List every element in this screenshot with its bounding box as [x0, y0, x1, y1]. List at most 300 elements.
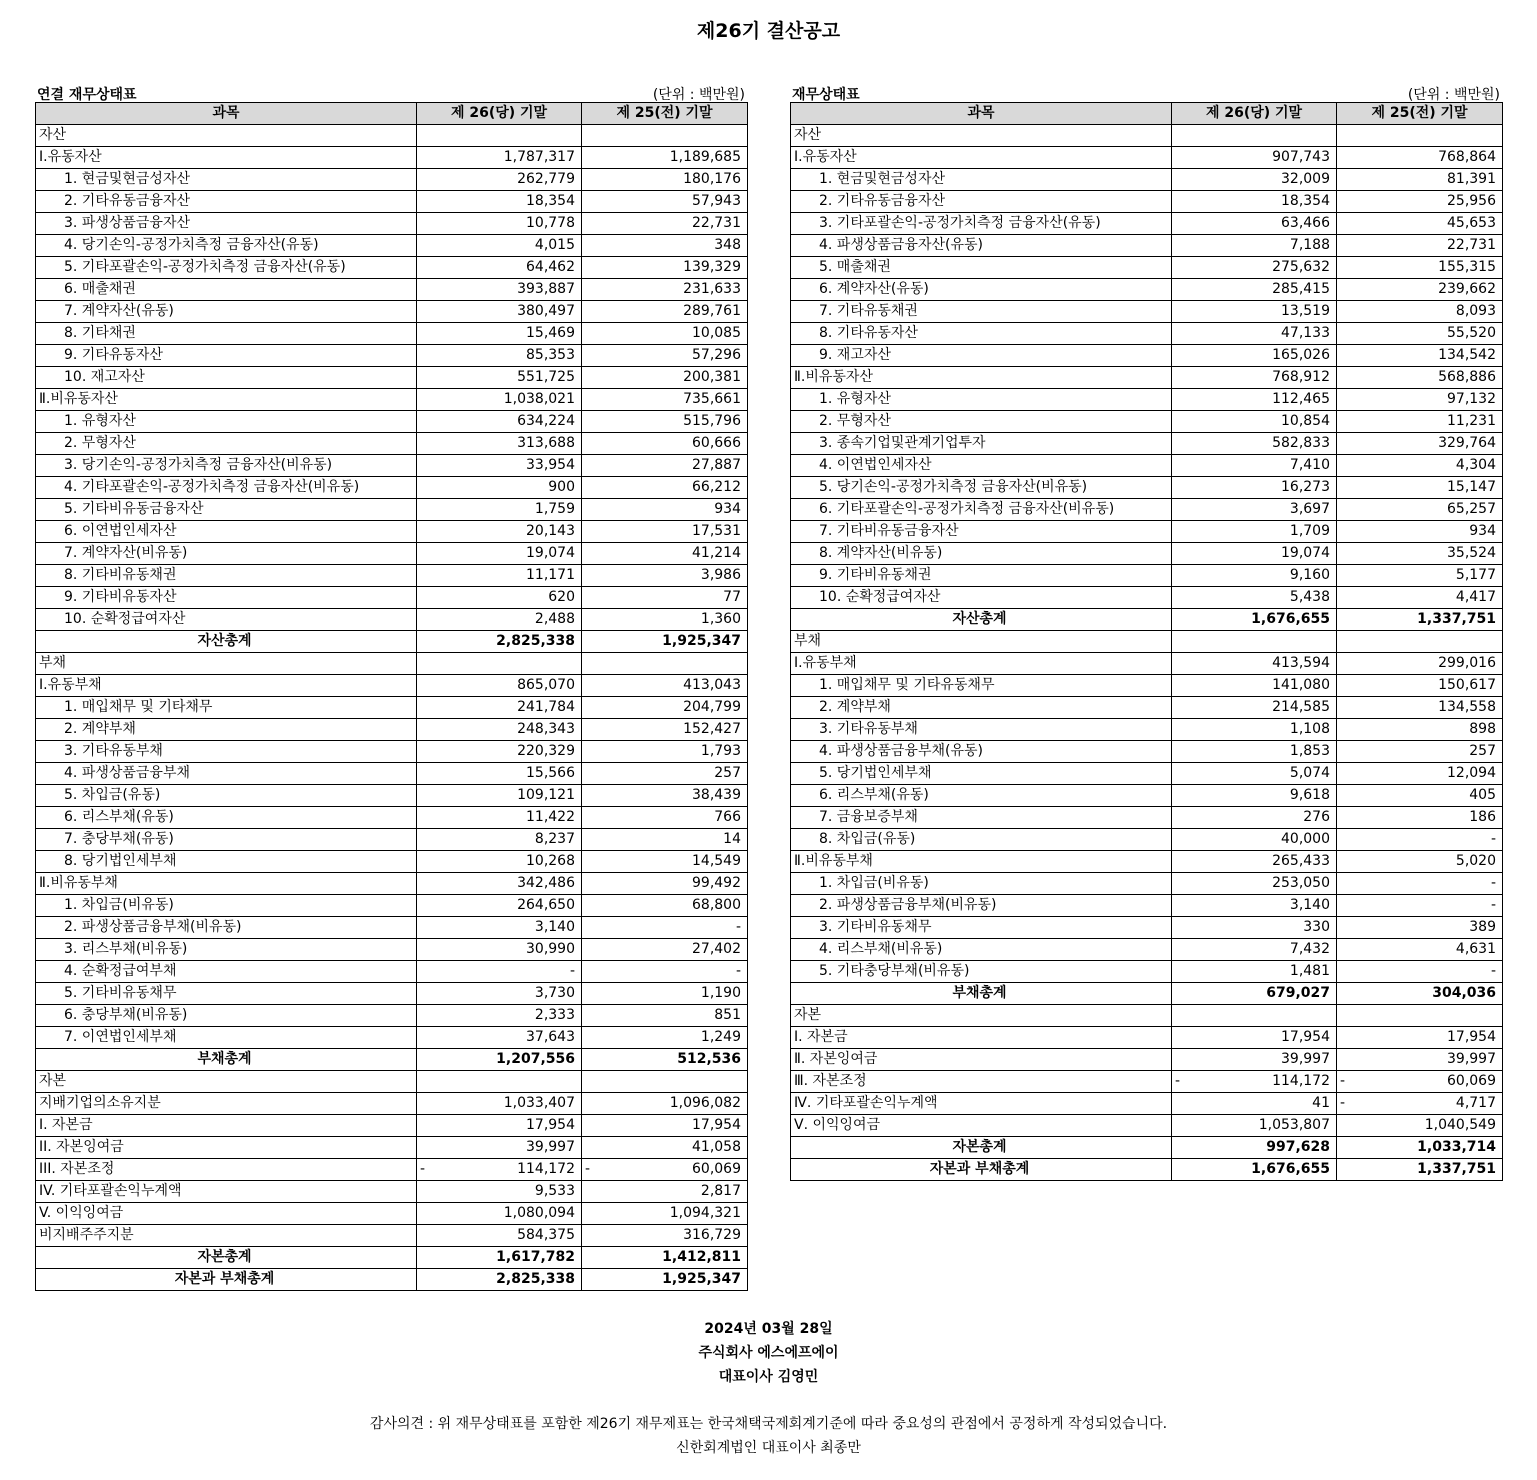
- consolidated-table: [35, 102, 748, 1291]
- previous-value-cell: [582, 675, 748, 697]
- account-label: 1. 차입금(비유동): [791, 873, 1172, 895]
- account-label: IV. 기타포괄손익누계액: [36, 1181, 417, 1203]
- account-label: 자본: [36, 1071, 417, 1093]
- current-value: 5,074: [1289, 765, 1330, 781]
- previous-value: 898: [1469, 721, 1496, 737]
- table-row: [791, 235, 1503, 257]
- table-row: [36, 455, 748, 477]
- table-row: [36, 323, 748, 345]
- current-value-cell: [417, 1203, 582, 1225]
- account-label: 6. 리스부채(유동): [36, 807, 417, 829]
- previous-value: 155,315: [1438, 259, 1496, 275]
- table-row: [36, 257, 748, 279]
- separate-header: [790, 82, 1502, 102]
- previous-value: 81,391: [1447, 171, 1496, 187]
- current-value-cell: [417, 389, 582, 411]
- current-value-cell: [1172, 587, 1337, 609]
- previous-value-cell: [582, 697, 748, 719]
- previous-value: 329,764: [1438, 435, 1496, 451]
- previous-value: 1,040,549: [1424, 1117, 1496, 1133]
- account-label: Ⅴ. 이익잉여금: [791, 1115, 1172, 1137]
- table-row: [36, 1181, 748, 1203]
- previous-value: 257: [1469, 743, 1496, 759]
- account-label: 9. 기타유동자산: [36, 345, 417, 367]
- current-value: -: [569, 963, 575, 979]
- previous-value: 27,402: [692, 941, 741, 957]
- table-row: [36, 1005, 748, 1027]
- current-value-cell: [1172, 829, 1337, 851]
- previous-value: 22,731: [692, 215, 741, 231]
- account-label: 4. 리스부채(비유동): [791, 939, 1172, 961]
- current-value-cell: [1172, 279, 1337, 301]
- previous-value: 41,214: [692, 545, 741, 561]
- previous-value-cell: [1337, 191, 1503, 213]
- total-row: [791, 609, 1503, 631]
- current-value-cell: [1172, 939, 1337, 961]
- previous-value: 22,731: [1447, 237, 1496, 253]
- previous-value-cell: [582, 1247, 748, 1269]
- previous-value-cell: [582, 169, 748, 191]
- previous-value-cell: [582, 389, 748, 411]
- previous-value-cell: [1337, 455, 1503, 477]
- previous-value: 1,190: [700, 985, 741, 1001]
- account-label: Ⅱ.비유동부채: [791, 851, 1172, 873]
- previous-value-cell: [1337, 873, 1503, 895]
- previous-value: 299,016: [1438, 655, 1496, 671]
- current-value: 17,954: [1281, 1029, 1330, 1045]
- current-value: 33,954: [526, 457, 575, 473]
- table-row: [791, 763, 1503, 785]
- current-value: 7,432: [1289, 941, 1330, 957]
- account-label: 9. 기타비유동채권: [791, 565, 1172, 587]
- account-label: 10. 순확정급여자산: [36, 609, 417, 631]
- previous-value: 152,427: [683, 721, 741, 737]
- previous-value-cell: [582, 1115, 748, 1137]
- current-value-cell: [1172, 983, 1337, 1005]
- current-value: 4,015: [534, 237, 575, 253]
- previous-value: 35,524: [1447, 545, 1496, 561]
- current-value-cell: [417, 587, 582, 609]
- previous-value: 1,925,347: [662, 1271, 741, 1287]
- current-value-cell: [417, 697, 582, 719]
- table-row: [36, 895, 748, 917]
- current-value: 220,329: [517, 743, 575, 759]
- table-row: [36, 565, 748, 587]
- current-value: 865,070: [517, 677, 575, 693]
- current-value: 13,519: [1281, 303, 1330, 319]
- previous-value-cell: [1337, 125, 1503, 147]
- current-value-cell: [417, 477, 582, 499]
- previous-value-cell: [1337, 917, 1503, 939]
- previous-value: 60,069: [1447, 1073, 1496, 1089]
- current-value-cell: [417, 1137, 582, 1159]
- previous-value: 25,956: [1447, 193, 1496, 209]
- current-value-cell: [1172, 1093, 1337, 1115]
- current-value: 9,618: [1289, 787, 1330, 803]
- account-label: 2. 무형자산: [36, 433, 417, 455]
- current-value: 114,172: [517, 1161, 575, 1177]
- previous-value: 60,069: [692, 1161, 741, 1177]
- table-row: [791, 565, 1503, 587]
- previous-value-cell: [1337, 1049, 1503, 1071]
- negative-sign: -: [585, 1161, 591, 1177]
- current-value-cell: [1172, 961, 1337, 983]
- account-label: 부채총계: [791, 983, 1172, 1005]
- current-value-cell: [417, 455, 582, 477]
- account-label: 1. 유형자산: [36, 411, 417, 433]
- current-value: 37,643: [526, 1029, 575, 1045]
- previous-value: 1,033,714: [1417, 1139, 1496, 1155]
- previous-value-cell: [582, 1159, 748, 1181]
- current-value-cell: [417, 1181, 582, 1203]
- previous-value-cell: [582, 257, 748, 279]
- previous-value-cell: [1337, 477, 1503, 499]
- current-value-cell: [1172, 697, 1337, 719]
- previous-value: 1,925,347: [662, 633, 741, 649]
- current-value-cell: [1172, 917, 1337, 939]
- previous-value-cell: [1337, 829, 1503, 851]
- current-value: 276: [1303, 809, 1330, 825]
- previous-value-cell: [1337, 1115, 1503, 1137]
- current-value: 39,997: [526, 1139, 575, 1155]
- current-value-cell: [1172, 763, 1337, 785]
- current-value-cell: [1172, 455, 1337, 477]
- current-value-cell: [1172, 367, 1337, 389]
- current-value: 3,730: [534, 985, 575, 1001]
- account-label: 5. 기타비유동금융자산: [36, 499, 417, 521]
- current-value: 620: [548, 589, 575, 605]
- account-label: 4. 파생상품금융부채: [36, 763, 417, 785]
- current-value-cell: [417, 367, 582, 389]
- current-value: 5,438: [1289, 589, 1330, 605]
- current-value: 1,676,655: [1251, 1161, 1330, 1177]
- table-row: [36, 213, 748, 235]
- consolidated-table-body: [36, 125, 748, 1291]
- current-value-cell: [417, 521, 582, 543]
- current-value-cell: [1172, 1005, 1337, 1027]
- account-label: Ⅱ.비유동자산: [36, 389, 417, 411]
- current-value-cell: [1172, 543, 1337, 565]
- table-row: [791, 279, 1503, 301]
- current-value-cell: [417, 829, 582, 851]
- account-label: 7. 계약자산(유동): [36, 301, 417, 323]
- current-value: 7,188: [1289, 237, 1330, 253]
- previous-value-cell: [1337, 1005, 1503, 1027]
- account-label: Ⅰ.유동부채: [791, 653, 1172, 675]
- table-row: [36, 873, 748, 895]
- previous-value-cell: [1337, 851, 1503, 873]
- current-value-cell: [417, 1027, 582, 1049]
- account-label: 9. 재고자산: [791, 345, 1172, 367]
- previous-value-cell: [1337, 741, 1503, 763]
- current-value: 262,779: [517, 171, 575, 187]
- table-row: [791, 675, 1503, 697]
- current-value-cell: [417, 235, 582, 257]
- account-label: 3. 종속기업및관계기업투자: [791, 433, 1172, 455]
- previous-value: 77: [723, 589, 741, 605]
- current-value-cell: [417, 345, 582, 367]
- current-value-cell: [1172, 1071, 1337, 1093]
- previous-value: -: [1490, 875, 1496, 891]
- current-value-cell: [1172, 433, 1337, 455]
- account-label: 2. 무형자산: [791, 411, 1172, 433]
- previous-value: -: [1490, 831, 1496, 847]
- col-header-previous: 제 25(전) 기말: [582, 103, 748, 125]
- table-row: [36, 1027, 748, 1049]
- previous-value-cell: [1337, 169, 1503, 191]
- table-row: [36, 719, 748, 741]
- current-value: 11,171: [526, 567, 575, 583]
- current-value: 9,533: [534, 1183, 575, 1199]
- account-label: 4. 기타포괄손익-공정가치측정 금융자산(비유동): [36, 477, 417, 499]
- table-row: [36, 345, 748, 367]
- current-value: 275,632: [1272, 259, 1330, 275]
- account-label: Ⅲ. 자본조정: [791, 1071, 1172, 1093]
- current-value: 393,887: [517, 281, 575, 297]
- previous-value: 239,662: [1438, 281, 1496, 297]
- current-value: 551,725: [517, 369, 575, 385]
- account-label: 6. 매출채권: [36, 279, 417, 301]
- previous-value-cell: [582, 499, 748, 521]
- current-value-cell: [417, 565, 582, 587]
- current-value-cell: [1172, 807, 1337, 829]
- current-value: 768,912: [1272, 369, 1330, 385]
- total-row: [36, 1247, 748, 1269]
- previous-value: 8,093: [1455, 303, 1496, 319]
- table-row: [791, 499, 1503, 521]
- table-row: [36, 697, 748, 719]
- previous-value: 57,943: [692, 193, 741, 209]
- account-label: III. 자본조정: [36, 1159, 417, 1181]
- table-row: [791, 873, 1503, 895]
- ceo-name: 대표이사 김영민: [718, 1369, 819, 1385]
- previous-value: 186: [1469, 809, 1496, 825]
- current-value: 63,466: [1281, 215, 1330, 231]
- current-value-cell: [1172, 719, 1337, 741]
- account-label: 7. 충당부채(유동): [36, 829, 417, 851]
- previous-value: -: [735, 919, 741, 935]
- table-row: [791, 411, 1503, 433]
- current-value-cell: [417, 323, 582, 345]
- table-row: [36, 1071, 748, 1093]
- previous-value: 1,249: [700, 1029, 741, 1045]
- account-label: 5. 당기손익-공정가치측정 금융자산(비유동): [791, 477, 1172, 499]
- current-value-cell: [417, 301, 582, 323]
- current-value-cell: [1172, 675, 1337, 697]
- account-label: 자본과 부채총계: [36, 1269, 417, 1291]
- previous-value-cell: [1337, 939, 1503, 961]
- table-row: [36, 1203, 748, 1225]
- table-row: [791, 961, 1503, 983]
- table-row: [791, 807, 1503, 829]
- account-label: 1. 유형자산: [791, 389, 1172, 411]
- previous-value: 1,412,811: [662, 1249, 741, 1265]
- current-value-cell: [1172, 1027, 1337, 1049]
- previous-value: 204,799: [683, 699, 741, 715]
- previous-value: 39,997: [1447, 1051, 1496, 1067]
- previous-value-cell: [582, 719, 748, 741]
- col-header-account: 과목: [36, 103, 417, 125]
- account-label: 3. 기타포괄손익-공정가치측정 금융자산(유동): [791, 213, 1172, 235]
- current-value: 64,462: [526, 259, 575, 275]
- current-value-cell: [417, 147, 582, 169]
- current-value: 900: [548, 479, 575, 495]
- account-label: 5. 매출채권: [791, 257, 1172, 279]
- account-label: 8. 기타유동자산: [791, 323, 1172, 345]
- previous-value: 405: [1469, 787, 1496, 803]
- current-value-cell: [1172, 565, 1337, 587]
- current-value: 20,143: [526, 523, 575, 539]
- previous-value: 65,257: [1447, 501, 1496, 517]
- current-value: 40,000: [1281, 831, 1330, 847]
- current-value: 112,465: [1272, 391, 1330, 407]
- account-label: 7. 금융보증부채: [791, 807, 1172, 829]
- current-value-cell: [417, 257, 582, 279]
- table-row: [791, 697, 1503, 719]
- table-row: [791, 169, 1503, 191]
- previous-value-cell: [582, 785, 748, 807]
- previous-value-cell: [582, 807, 748, 829]
- previous-value-cell: [1337, 785, 1503, 807]
- current-value: 10,778: [526, 215, 575, 231]
- current-value-cell: [1172, 1049, 1337, 1071]
- previous-value-cell: [1337, 763, 1503, 785]
- account-label: 4. 당기손익-공정가치측정 금융자산(유동): [36, 235, 417, 257]
- current-value: 248,343: [517, 721, 575, 737]
- table-row: [791, 455, 1503, 477]
- table-row: [36, 1137, 748, 1159]
- table-row: [36, 807, 748, 829]
- account-label: II. 자본잉여금: [36, 1137, 417, 1159]
- account-label: 6. 기타포괄손익-공정가치측정 금융자산(비유동): [791, 499, 1172, 521]
- previous-value-cell: [1337, 411, 1503, 433]
- previous-value: 14,549: [692, 853, 741, 869]
- previous-value: 134,542: [1438, 347, 1496, 363]
- current-value-cell: [1172, 785, 1337, 807]
- account-label: 4. 파생상품금융자산(유동): [791, 235, 1172, 257]
- previous-value: 4,631: [1455, 941, 1496, 957]
- previous-value-cell: [582, 1137, 748, 1159]
- previous-value-cell: [1337, 213, 1503, 235]
- account-label: 3. 당기손익-공정가치측정 금융자산(비유동): [36, 455, 417, 477]
- account-label: 3. 기타유동부채: [791, 719, 1172, 741]
- account-label: 7. 이연법인세부채: [36, 1027, 417, 1049]
- current-value-cell: [417, 543, 582, 565]
- account-label: Ⅰ.유동자산: [791, 147, 1172, 169]
- account-label: 5. 기타충당부채(비유동): [791, 961, 1172, 983]
- current-value: 1,617,782: [496, 1249, 575, 1265]
- current-value: 413,594: [1272, 655, 1330, 671]
- table-row: [36, 851, 748, 873]
- table-row: [791, 1093, 1503, 1115]
- current-value: 10,268: [526, 853, 575, 869]
- current-value-cell: [417, 1159, 582, 1181]
- current-value: 109,121: [517, 787, 575, 803]
- current-value: 1,053,807: [1258, 1117, 1330, 1133]
- table-row: [791, 719, 1503, 741]
- previous-value: 766: [714, 809, 741, 825]
- total-row: [791, 1159, 1503, 1181]
- previous-value: 257: [714, 765, 741, 781]
- account-label: Ⅰ.유동자산: [36, 147, 417, 169]
- current-value: 1,709: [1289, 523, 1330, 539]
- account-label: 8. 계약자산(비유동): [791, 543, 1172, 565]
- previous-value: 38,439: [692, 787, 741, 803]
- current-value: 265,433: [1272, 853, 1330, 869]
- current-value-cell: [417, 279, 582, 301]
- current-value: 2,333: [534, 1007, 575, 1023]
- current-value-cell: [1172, 1137, 1337, 1159]
- current-value: 1,787,317: [503, 149, 575, 165]
- total-row: [791, 1137, 1503, 1159]
- current-value-cell: [1172, 213, 1337, 235]
- current-value: 15,469: [526, 325, 575, 341]
- current-value: 2,488: [534, 611, 575, 627]
- current-value: 3,697: [1289, 501, 1330, 517]
- table-row: [36, 279, 748, 301]
- previous-value: -: [1490, 963, 1496, 979]
- table-row: [791, 785, 1503, 807]
- total-row: [36, 1269, 748, 1291]
- table-row: [791, 543, 1503, 565]
- previous-value-cell: [582, 1269, 748, 1291]
- current-value: 8,237: [534, 831, 575, 847]
- current-value-cell: [417, 983, 582, 1005]
- table-row: [36, 433, 748, 455]
- previous-value-cell: [582, 741, 748, 763]
- previous-value-cell: [582, 1005, 748, 1027]
- account-label: 자산: [791, 125, 1172, 147]
- account-label: 자본총계: [791, 1137, 1172, 1159]
- table-row: [791, 851, 1503, 873]
- previous-value: 150,617: [1438, 677, 1496, 693]
- account-label: 1. 현금및현금성자산: [791, 169, 1172, 191]
- current-value-cell: [1172, 191, 1337, 213]
- previous-value: 15,147: [1447, 479, 1496, 495]
- previous-value: 231,633: [683, 281, 741, 297]
- table-row: [36, 235, 748, 257]
- previous-value: 17,531: [692, 523, 741, 539]
- table-row: [36, 785, 748, 807]
- current-value: 15,566: [526, 765, 575, 781]
- previous-value: 99,492: [692, 875, 741, 891]
- account-label: 5. 기타비유동채무: [36, 983, 417, 1005]
- previous-value: 934: [714, 501, 741, 517]
- current-value: 7,410: [1289, 457, 1330, 473]
- current-value: 214,585: [1272, 699, 1330, 715]
- account-label: 비지배주주지분: [36, 1225, 417, 1247]
- previous-value: 57,296: [692, 347, 741, 363]
- account-label: 1. 현금및현금성자산: [36, 169, 417, 191]
- previous-value: 68,800: [692, 897, 741, 913]
- previous-value-cell: [1337, 719, 1503, 741]
- current-value: 1,038,021: [503, 391, 575, 407]
- current-value: 39,997: [1281, 1051, 1330, 1067]
- previous-value-cell: [582, 961, 748, 983]
- table-row: [791, 389, 1503, 411]
- previous-value: 139,329: [683, 259, 741, 275]
- previous-value-cell: [1337, 301, 1503, 323]
- previous-value: 45,653: [1447, 215, 1496, 231]
- previous-value-cell: [582, 235, 748, 257]
- current-value: 241,784: [517, 699, 575, 715]
- account-label: 자본총계: [36, 1247, 417, 1269]
- page-title: 제26기 결산공고: [696, 20, 841, 42]
- account-label: 6. 이연법인세자산: [36, 521, 417, 543]
- current-value: 30,990: [526, 941, 575, 957]
- current-value: 1,676,655: [1251, 611, 1330, 627]
- consolidated-header: [35, 82, 747, 102]
